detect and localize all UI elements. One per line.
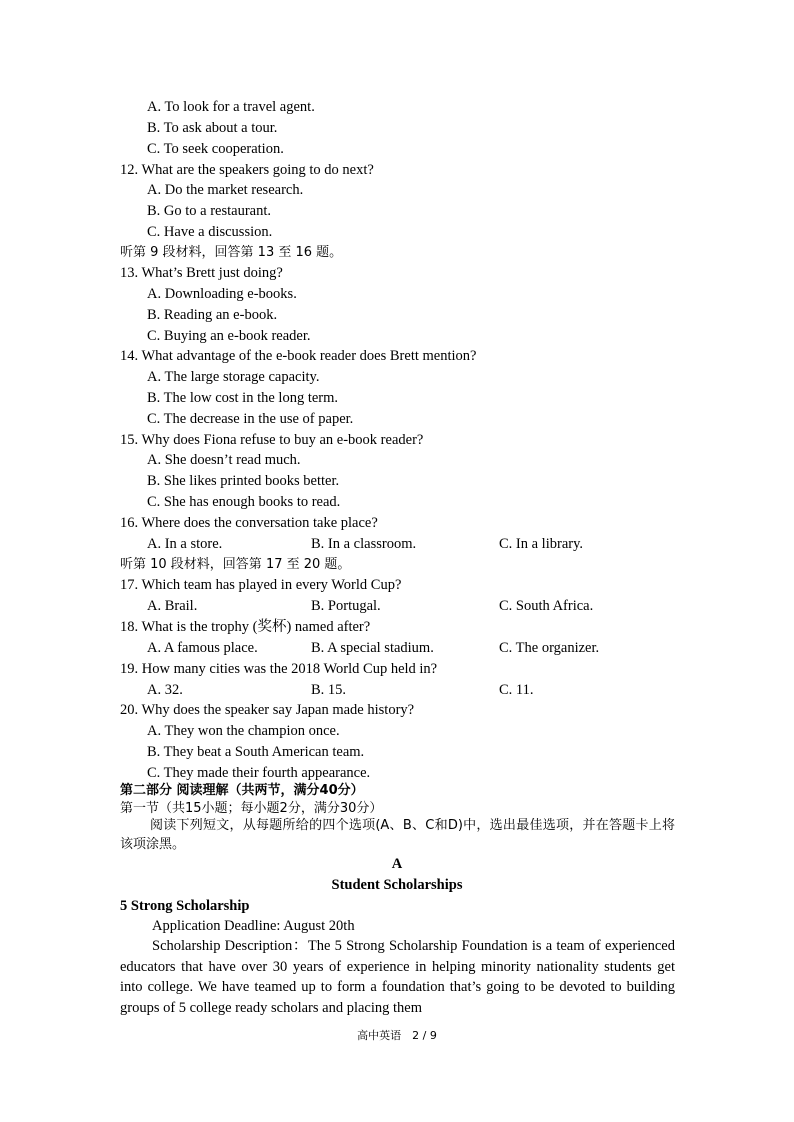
q14-option-a: A. The large storage capacity. xyxy=(147,369,320,385)
q12-option-c: C. Have a discussion. xyxy=(147,224,273,240)
q17-option-b: B. Portugal. xyxy=(311,598,381,614)
part-2-heading: 第二部分 阅读理解（共两节，满分40分） xyxy=(120,783,364,798)
q18-option-a: A. A famous place. xyxy=(147,640,258,656)
q20-stem: 20. Why does the speaker say Japan made history? xyxy=(120,702,415,718)
q16-option-c: C. In a library. xyxy=(499,536,584,552)
q19-option-a: A. 32. xyxy=(147,682,183,698)
reading-instructions: 阅读下列短文，从每题所给的四个选项(A、B、C和D)中，选出最佳选项，并在答题卡上将该项涂黑。 xyxy=(120,818,675,852)
q16-option-a: A. In a store. xyxy=(147,536,223,552)
passage-letter: A xyxy=(391,856,403,872)
passage-title: Student Scholarships xyxy=(331,877,463,893)
q11-option-c: C. To seek cooperation. xyxy=(147,141,284,157)
application-deadline: Application Deadline: August 20th xyxy=(152,918,355,934)
q13-option-b: B. Reading an e-book. xyxy=(147,307,278,323)
q15-option-b: B. She likes printed books better. xyxy=(147,473,340,489)
q20-option-a: A. They won the champion once. xyxy=(147,723,340,739)
q12-stem: 12. What are the speakers going to do next? xyxy=(120,162,374,178)
q12-option-b: B. Go to a restaurant. xyxy=(147,203,272,219)
q11-option-b: B. To ask about a tour. xyxy=(147,120,278,136)
q15-option-c: C. She has enough books to read. xyxy=(147,494,341,510)
q17-option-c: C. South Africa. xyxy=(499,598,594,614)
section-10-instruction: 听第 10 段材料，回答第 17 至 20 题。 xyxy=(120,557,351,572)
q13-stem: 13. What’s Brett just doing? xyxy=(120,265,283,281)
q15-stem: 15. Why does Fiona refuse to buy an e-book reader? xyxy=(120,432,424,448)
q19-stem: 19. How many cities was the 2018 World Cup held in? xyxy=(120,661,438,677)
q11-option-a: A. To look for a travel agent. xyxy=(147,99,315,115)
q14-option-b: B. The low cost in the long term. xyxy=(147,390,339,406)
q13-option-c: C. Buying an e-book reader. xyxy=(147,328,311,344)
scholarship-description: Scholarship Description：The 5 Strong Scholarship Foundation is a team of experienced educators that have over 30 years of experience in helping minority nationality students get into college. We have teamed up to form a foundation that’s going to be devoted to building groups of 5 college ready scholars and placing them xyxy=(120,938,675,1016)
scholarship-name: 5 Strong Scholarship xyxy=(120,898,250,914)
section-1-heading: 第一节（共15小题；每小题2分，满分30分） xyxy=(120,801,383,816)
q15-option-a: A. She doesn’t read much. xyxy=(147,452,301,468)
q16-option-b: B. In a classroom. xyxy=(311,536,417,552)
q18-stem: 18. What is the trophy (奖杯) named after? xyxy=(120,619,371,635)
page-footer: 高中英语 2 / 9 xyxy=(357,1029,437,1042)
q19-option-b: B. 15. xyxy=(311,682,347,698)
q19-option-c: C. 11. xyxy=(499,682,534,698)
q14-stem: 14. What advantage of the e-book reader does Brett mention? xyxy=(120,348,477,364)
section-9-instruction: 听第 9 段材料，回答第 13 至 16 题。 xyxy=(120,245,343,260)
q12-option-a: A. Do the market research. xyxy=(147,182,304,198)
q14-option-c: C. The decrease in the use of paper. xyxy=(147,411,354,427)
q13-option-a: A. Downloading e-books. xyxy=(147,286,297,302)
q20-option-c: C. They made their fourth appearance. xyxy=(147,765,371,781)
q18-option-c: C. The organizer. xyxy=(499,640,600,656)
q16-stem: 16. Where does the conversation take place? xyxy=(120,515,378,531)
q17-option-a: A. Brail. xyxy=(147,598,198,614)
q18-option-b: B. A special stadium. xyxy=(311,640,434,656)
q17-stem: 17. Which team has played in every World Cup? xyxy=(120,577,402,593)
q20-option-b: B. They beat a South American team. xyxy=(147,744,365,760)
